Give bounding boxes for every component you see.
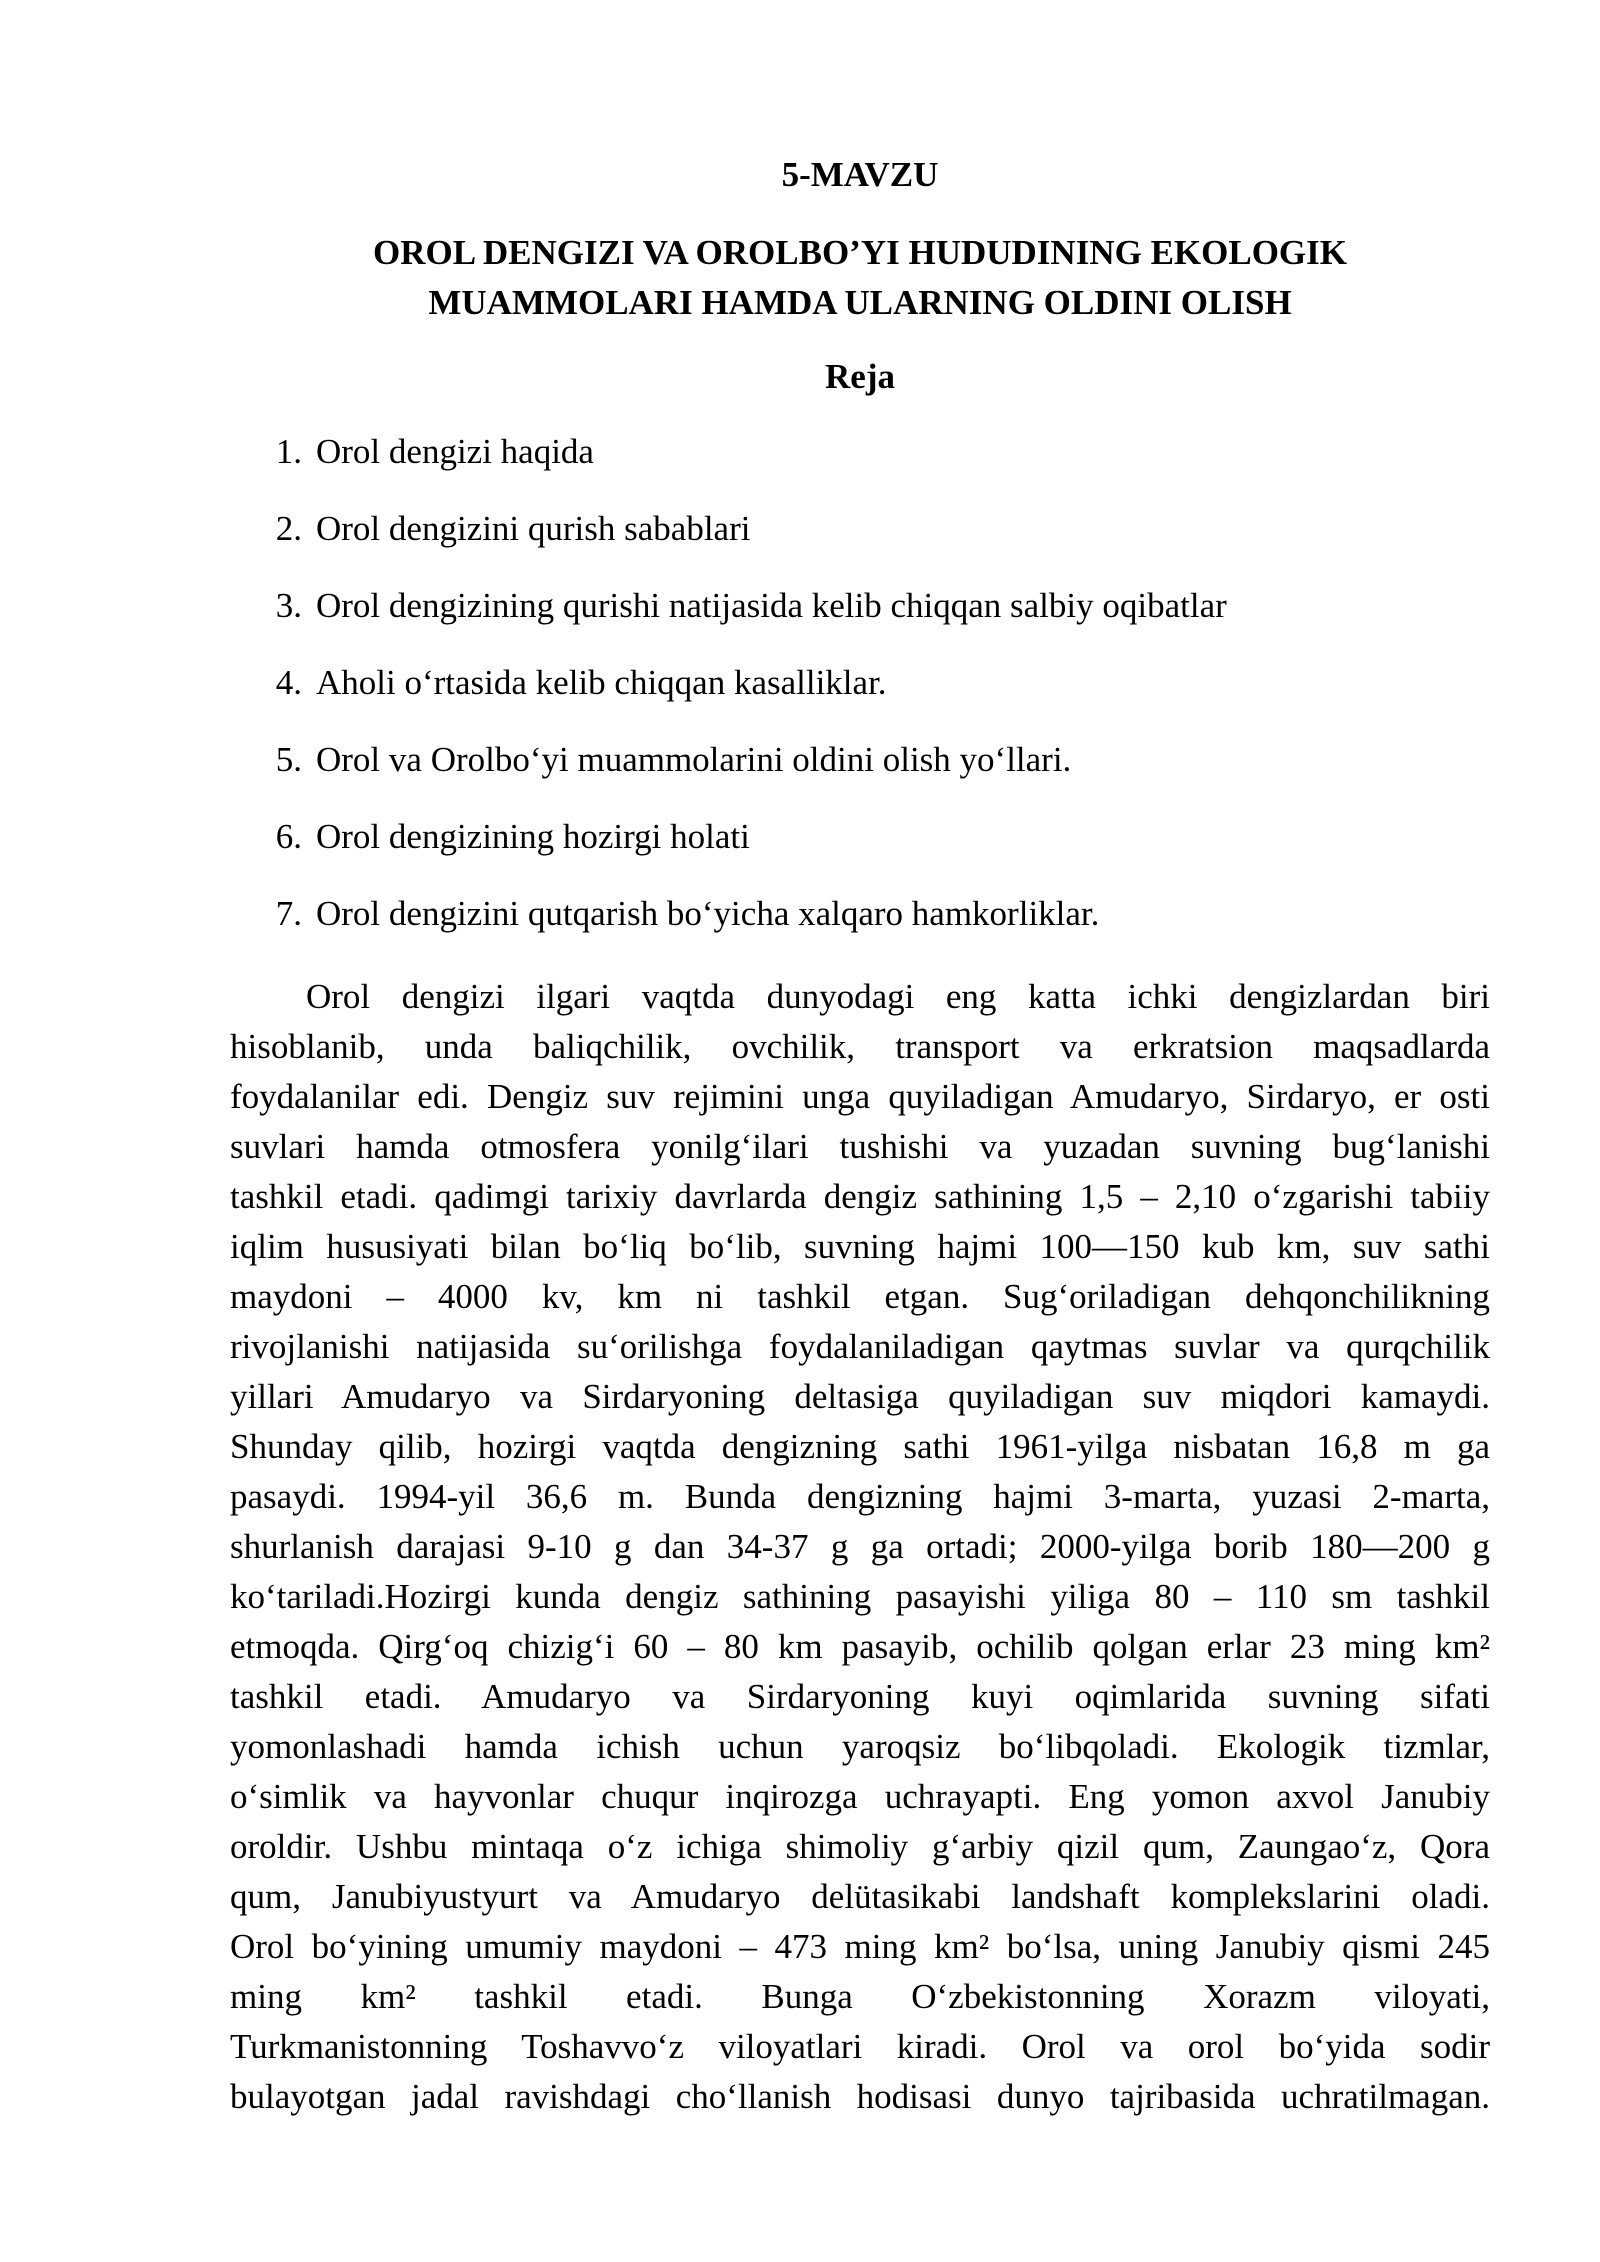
paragraph-line: yomonlashadi hamda ichish uchun yaroqsiz bo‘libqoladi. Ekologik tizmlar, xyxy=(230,1727,1490,1766)
plan-item-number: 1. xyxy=(275,432,302,471)
plan-item-number: 4. xyxy=(275,663,302,702)
paragraph-line: iqlim hususiyati bilan bo‘liq bo‘lib, suvning hajmi 100—150 kub km, suv sathi xyxy=(230,1227,1490,1266)
paragraph-line: Orol bo‘yining umumiy maydoni – 473 ming km² bo‘lsa, uning Janubiy qismi 245 xyxy=(230,1927,1490,1966)
paragraph-line: ming km² tashkil etadi. Bunga O‘zbekistonning Xorazm viloyati, xyxy=(230,1977,1490,2016)
plan-heading: Reja xyxy=(825,357,895,396)
paragraph-line: ko‘tariladi.Hozirgi kunda dengiz sathining pasayishi yiliga 80 – 110 sm tashkil xyxy=(230,1577,1490,1616)
paragraph-line: o‘simlik va hayvonlar chuqur inqirozga uchrayapti. Eng yomon axvol Janubiy xyxy=(230,1777,1490,1816)
plan-item xyxy=(230,812,750,862)
paragraph-line: qum, Janubiyustyurt va Amudaryo delütasikabi landshaft komplekslarini oladi. xyxy=(230,1877,1490,1916)
plan-item-number: 7. xyxy=(275,894,302,933)
plan-item-text: Orol dengizining hozirgi holati xyxy=(316,817,750,856)
plan-item xyxy=(230,889,1099,939)
paragraph-line: shurlanish darajasi 9-10 g dan 34-37 g ga ortadi; 2000-yilga borib 180—200 g xyxy=(230,1527,1490,1566)
plan-item-number: 5. xyxy=(275,740,302,779)
plan-item-number: 6. xyxy=(275,817,302,856)
plan-item-text: Aholi o‘rtasida kelib chiqqan kasalliklar. xyxy=(316,663,887,702)
paragraph-line: Shunday qilib, hozirgi vaqtda dengizning sathi 1961-yilga nisbatan 16,8 m ga xyxy=(230,1427,1490,1466)
plan-item-text: Orol dengizi haqida xyxy=(316,432,594,471)
plan-item xyxy=(230,658,887,708)
title-line-2: MUAMMOLARI HAMDA ULARNING OLDINI OLISH xyxy=(428,283,1292,322)
plan-item-number: 3. xyxy=(275,586,302,625)
paragraph-line: tashkil etadi. Amudaryo va Sirdaryoning kuyi oqimlarida suvning sifati xyxy=(230,1677,1490,1716)
plan-item xyxy=(230,735,1071,785)
paragraph-line: Orol dengizi ilgari vaqtda dunyodagi eng katta ichki dengizlardan biri xyxy=(306,977,1490,1016)
title-line-1: OROL DENGIZI VA OROLBO’YI HUDUDINING EKOLOGIK xyxy=(372,233,1348,272)
plan-item-text: Orol dengizining qurishi natijasida kelib chiqqan salbiy oqibatlar xyxy=(316,586,1227,625)
paragraph-line: bulayotgan jadal ravishdagi cho‘llanish hodisasi dunyo tajribasida uchratilmagan. xyxy=(230,2077,1490,2116)
plan-item xyxy=(230,504,750,554)
paragraph-line: pasaydi. 1994-yil 36,6 m. Bunda dengizning hajmi 3-marta, yuzasi 2-marta, xyxy=(230,1477,1490,1516)
plan-item-text: Orol va Orolbo‘yi muammolarini oldini olish yo‘llari. xyxy=(316,740,1072,779)
paragraph-line: rivojlanishi natijasida su‘orilishga foydalaniladigan qaytmas suvlar va qurqchilik xyxy=(230,1327,1490,1366)
plan-item-number: 2. xyxy=(275,509,302,548)
plan-item-text: Orol dengizini qutqarish bo‘yicha xalqaro hamkorliklar. xyxy=(316,894,1100,933)
paragraph-line: etmoqda. Qirg‘oq chizig‘i 60 – 80 km pasayib, ochilib qolgan erlar 23 ming km² xyxy=(230,1627,1490,1666)
paragraph-line: suvlari hamda otmosfera yonilg‘ilari tushishi va yuzadan suvning bug‘lanishi xyxy=(230,1127,1490,1166)
document-title xyxy=(230,228,1490,328)
plan-item xyxy=(230,427,594,477)
paragraph-line: hisoblanib, unda baliqchilik, ovchilik, transport va erkratsion maqsadlarda xyxy=(230,1027,1490,1066)
paragraph-line: maydoni – 4000 kv, km ni tashkil etgan. Sug‘oriladigan dehqonchilikning xyxy=(230,1277,1490,1316)
topic-number: 5-MAVZU xyxy=(781,155,939,194)
paragraph-line: tashkil etadi. qadimgi tarixiy davrlarda dengiz sathining 1,5 – 2,10 o‘zgarishi tabiiy xyxy=(230,1177,1490,1216)
body-paragraph xyxy=(230,972,1490,2122)
paragraph-line: oroldir. Ushbu mintaqa o‘z ichiga shimoliy g‘arbiy qizil qum, Zaungao‘z, Qora xyxy=(230,1827,1490,1866)
paragraph-line: yillari Amudaryo va Sirdaryoning deltasiga quyiladigan suv miqdori kamaydi. xyxy=(230,1377,1490,1416)
plan-item-text: Orol dengizini qurish sabablari xyxy=(316,509,751,548)
plan-item xyxy=(230,581,1227,631)
paragraph-line: foydalanilar edi. Dengiz suv rejimini unga quyiladigan Amudaryo, Sirdaryo, er osti xyxy=(230,1077,1490,1116)
paragraph-line: Turkmanistonning Toshavvo‘z viloyatlari kiradi. Orol va orol bo‘yida sodir xyxy=(230,2027,1490,2066)
